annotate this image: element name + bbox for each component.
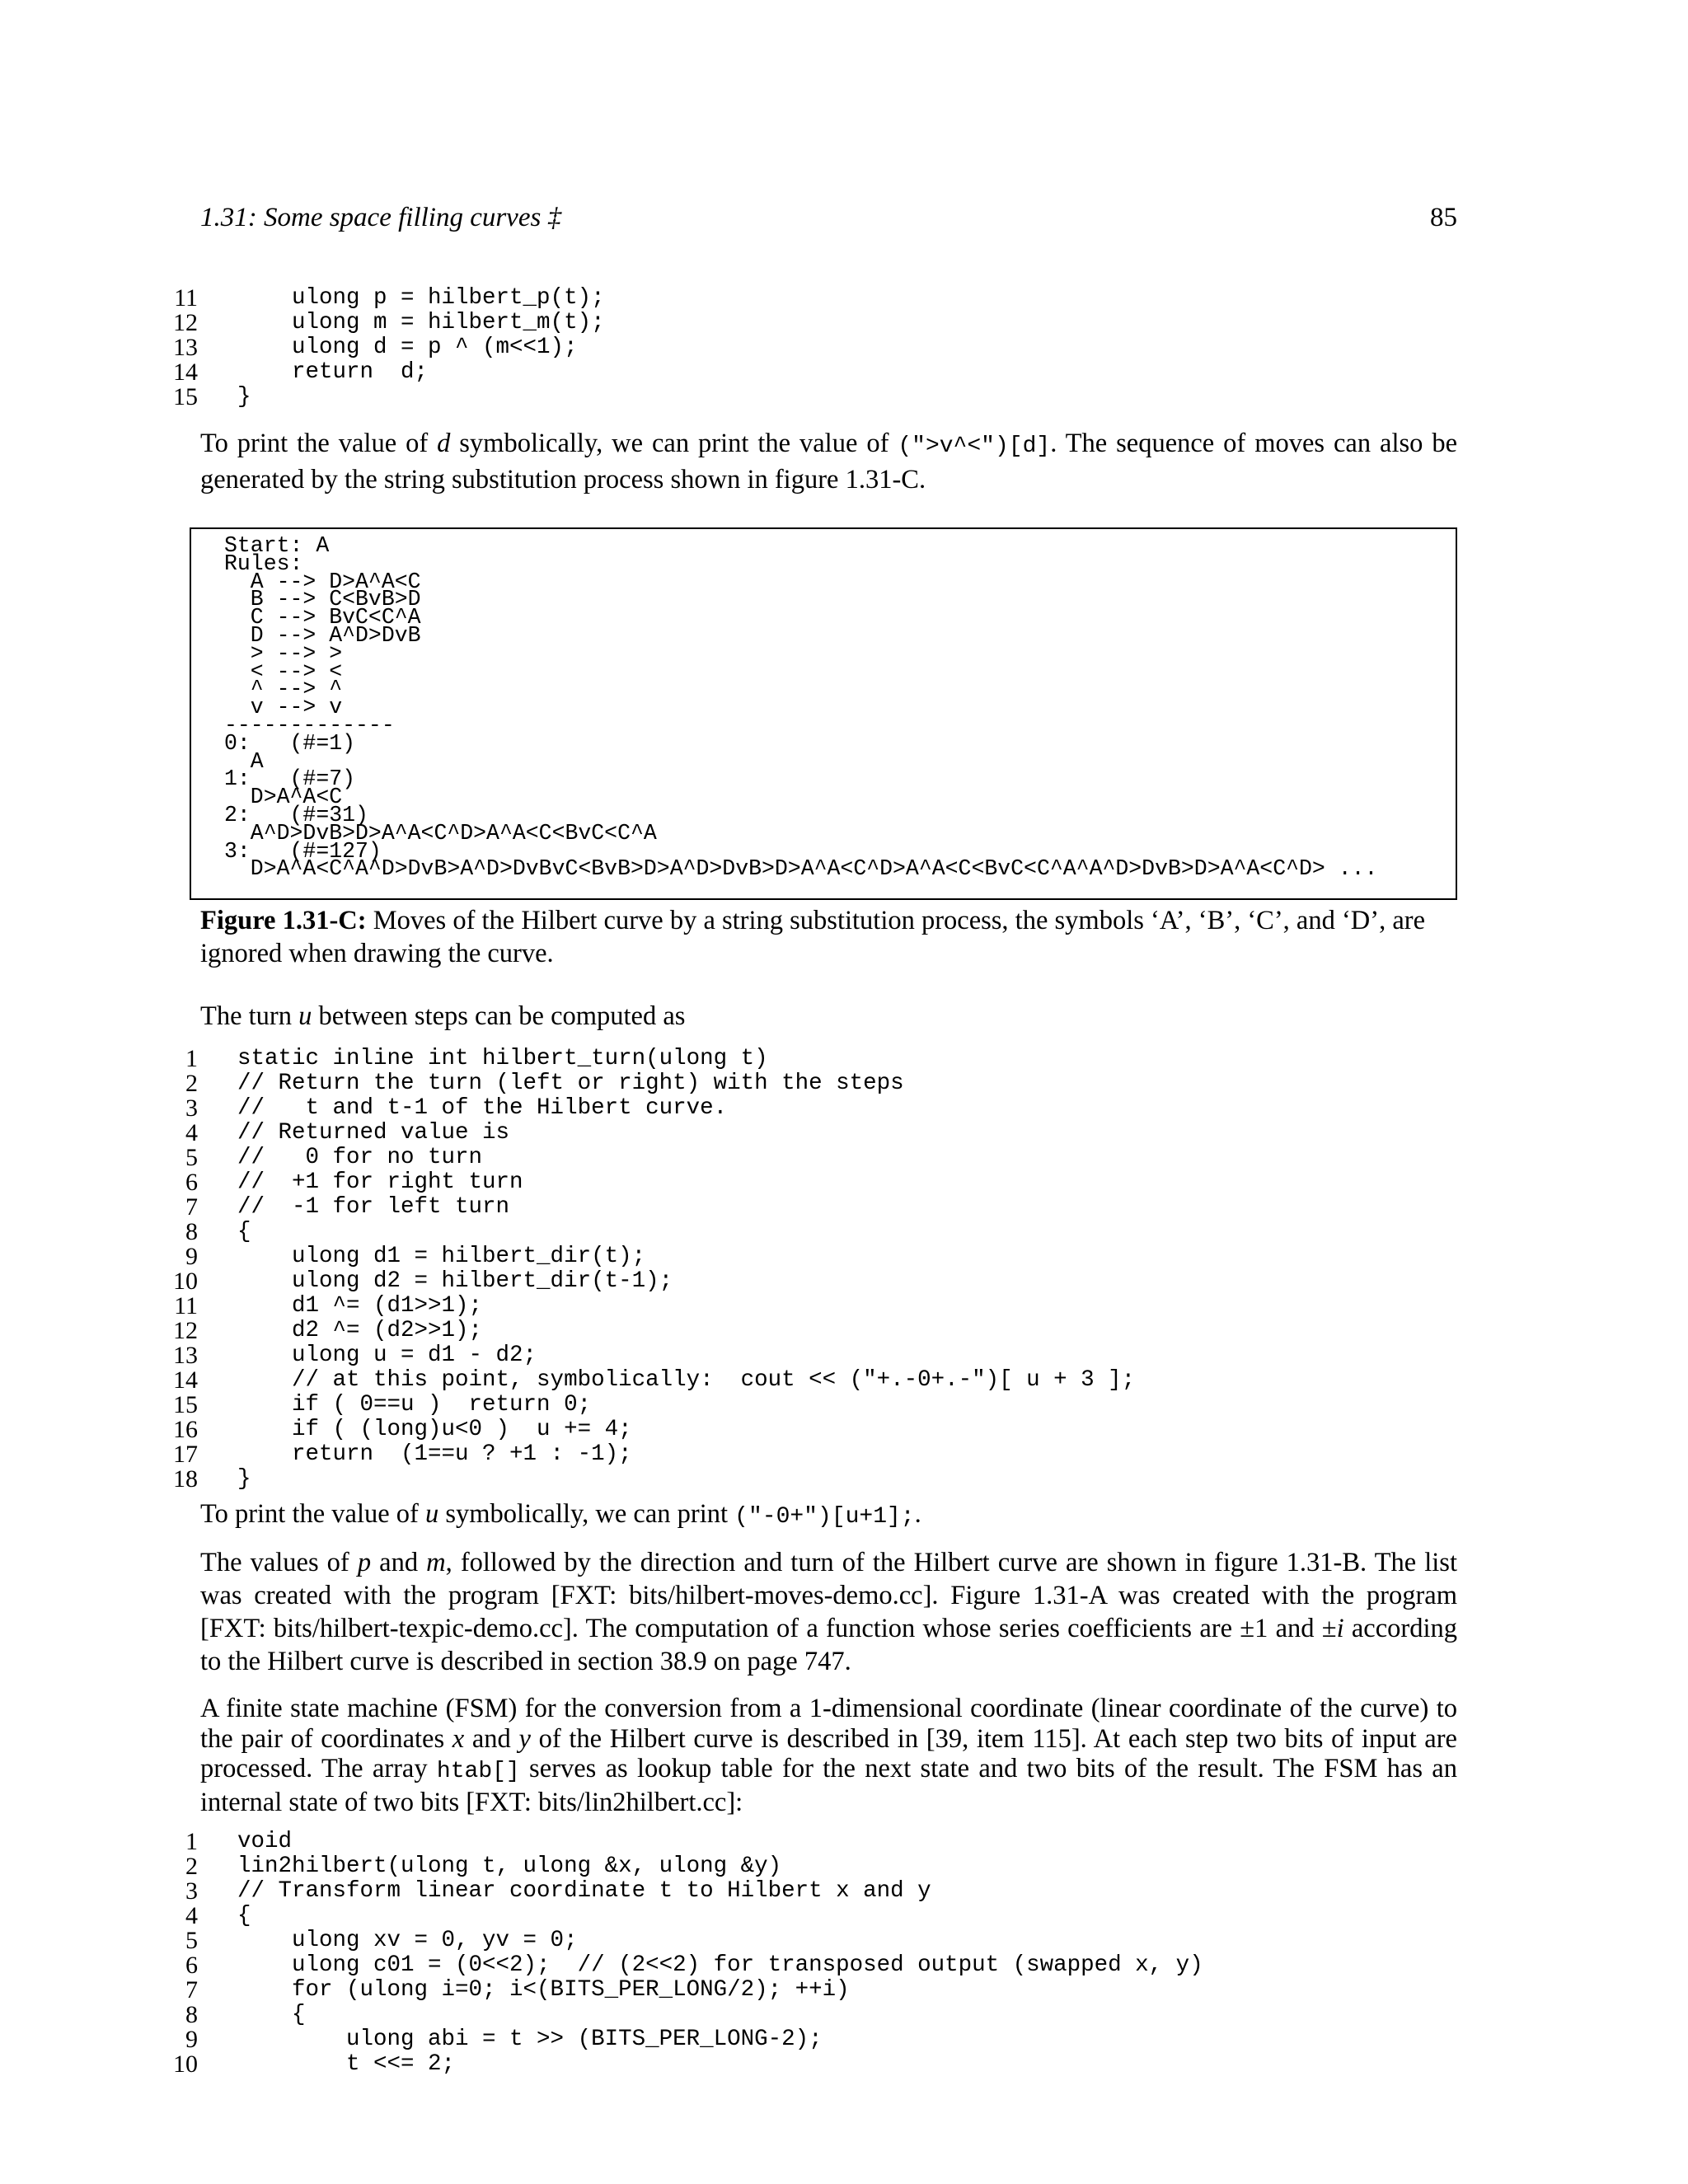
line-number: 10 [173,1268,198,1295]
caption-label: Figure 1.31-C: [200,906,367,935]
code-text: lin2hilbert(ulong t, ulong &x, ulong &y) [237,1854,782,1879]
figure-line: ------------- [224,712,395,738]
code-text: ulong abi = t >> (BITS_PER_LONG-2); [237,2027,823,2052]
figure-line: 0: (#=1) [224,730,356,756]
figure-line: v --> v [224,695,343,720]
code-text: // 0 for no turn [237,1145,483,1170]
line-number: 6 [185,1952,198,1979]
code-text: // Return the turn (left or right) with the steps [237,1071,904,1096]
code-text: ulong c01 = (0<<2); // (2<<2) for transposed output (swapped x, y) [237,1952,1203,1978]
text-run: , followed by the direction and turn of the Hilbert curve are shown in figure 1.31-B. The list was created with the program [FXT: bits/hilbert-moves-demo.cc]. Figure 1.31-A was created with the program [FXT: bits/hilbert-texpic-demo.cc]. The computation of a function whose series coefficients are ±1 and ± [200,1548,1457,1643]
code-text: // +1 for right turn [237,1169,523,1195]
line-number: 12 [173,1317,198,1344]
figure-line: < --> < [224,658,343,684]
paragraph-fsm [200,1694,1457,1817]
text-run: and [464,1723,519,1754]
code-text: ulong xv = 0, yv = 0; [237,1928,578,1953]
math-variable: x [452,1723,465,1754]
line-number: 15 [173,1391,198,1418]
line-number: 4 [185,1902,198,1929]
code-text: // Transform linear coordinate t to Hilbert x and y [237,1878,931,1904]
inline-code: htab[] [436,1759,520,1784]
figure-box-string-substitution [190,527,1457,900]
figure-line: Rules: [224,551,303,576]
line-number: 9 [185,1243,198,1270]
code-text: } [237,1466,251,1492]
code-text: ulong p = hilbert_p(t); [237,285,605,311]
line-number: 15 [173,383,198,410]
line-number: 3 [185,1877,198,1905]
code-text: // at this point, symbolically: cout << ("+.-0+.-")[ u + 3 ]; [237,1367,1136,1393]
text-run: symbolically, we can print [438,1499,735,1529]
figure-line: ^ --> ^ [224,677,343,702]
figure-line: B --> C<BvB>D [224,587,421,612]
figure-line: D --> A^D>DvB [224,622,421,648]
text-run: . The sequence of moves can also be generated by the string substitution process shown in figure 1.31-C. [200,429,1458,494]
math-variable: p [357,1548,372,1577]
line-number: 2 [185,1070,198,1097]
math-variable: d [437,429,451,458]
line-number: 6 [185,1169,198,1196]
line-number: 13 [173,334,198,361]
running-head [200,203,1457,241]
code-text: if ( 0==u ) return 0; [237,1392,592,1418]
line-number: 8 [185,1218,198,1245]
paragraph-print-u [200,1497,1457,1534]
caption-text: Moves of the Hilbert curve by a string substitution process, the symbols ‘A’, ‘B’, ‘C’, and ‘D’, are ignored when drawing the curve. [200,906,1425,968]
code-text: ulong u = d1 - d2; [237,1343,537,1368]
line-number: 11 [174,284,198,312]
code-text: ulong d1 = hilbert_dir(t); [237,1244,646,1269]
line-number: 4 [185,1119,198,1146]
text-run: The values of [200,1548,358,1577]
text-run: A finite state machine (FSM) for the conversion from a 1-dimensional coordinate (linear coordinate of the curve) to the pair of coordinates [200,1694,1457,1754]
paragraph-values [200,1546,1457,1678]
line-number: 1 [185,1045,198,1072]
line-number: 5 [185,1927,198,1954]
line-number: 2 [185,1853,198,1880]
line-number: 7 [185,1976,198,2004]
line-number: 14 [173,359,198,386]
line-number: 10 [173,2050,198,2078]
section-title: 1.31: Some space filling curves ‡ [200,203,562,232]
figure-line: C --> BvC<C^A [224,605,421,630]
code-text: return (1==u ? +1 : -1); [237,1441,632,1467]
line-number: 12 [173,309,198,336]
code-text: { [237,1903,251,1929]
figure-caption [200,904,1457,970]
code-text: t <<= 2; [237,2051,456,2077]
figure-line: 3: (#=127) [224,838,382,864]
text-run: symbolically, we can print the value of [450,429,898,458]
line-number: 3 [185,1094,198,1122]
code-text: void [237,1829,293,1854]
figure-line: D>A^A<C^A^D>DvB>A^D>DvBvC<BvB>D>A^D>DvB>D>A^A<C^D>A^A<C<BvC<C^A^A^D>DvB>D>A^A<C^D> ... [224,856,1378,882]
math-variable: i [1336,1614,1344,1643]
code-text: } [237,384,251,410]
code-text: for (ulong i=0; i<(BITS_PER_LONG/2); ++i) [237,1977,850,2003]
code-text: ulong m = hilbert_m(t); [237,310,605,335]
code-text: // t and t-1 of the Hilbert curve. [237,1095,728,1121]
paragraph-turn [200,1000,1457,1033]
line-number: 17 [173,1441,198,1468]
figure-line: 1: (#=7) [224,766,356,792]
math-variable: u [425,1499,439,1529]
code-text: d1 ^= (d1>>1); [237,1293,483,1319]
line-number: 5 [185,1144,198,1171]
inline-code: ("-0+")[u+1]; [734,1504,915,1530]
code-text: return d; [237,359,429,385]
text-run: and [371,1548,427,1577]
text-run: between steps can be computed as [312,1001,686,1031]
text-run: of the Hilbert curve is described in [39, item 115]. At each step two bits of input are processed. The array [200,1723,1457,1783]
text-run: The turn [200,1001,299,1031]
line-number: 7 [185,1193,198,1221]
text-run: . [914,1499,921,1529]
line-number: 13 [173,1342,198,1369]
text-run: To print the value of [200,429,438,458]
line-number: 16 [173,1416,198,1443]
figure-line: A --> D>A^A<C [224,569,421,594]
figure-line: A^D>DvB>D>A^A<C^D>A^A<C<BvC<C^A [224,820,657,846]
page-number: 85 [1430,203,1457,232]
math-variable: u [298,1001,312,1031]
line-number: 18 [173,1465,198,1493]
code-text: ulong d = p ^ (m<<1); [237,335,578,360]
code-text: { [237,1219,251,1244]
figure-line: A [224,748,264,774]
figure-listing [224,533,1378,882]
figure-line: 2: (#=31) [224,802,368,827]
paragraph-print-d [200,427,1457,496]
code-text: // Returned value is [237,1120,510,1146]
line-number: 9 [185,2026,198,2053]
code-text: if ( (long)u<0 ) u += 4; [237,1417,632,1442]
inline-code: (">v^<")[d] [898,434,1051,459]
code-text: ulong d2 = hilbert_dir(t-1); [237,1268,673,1294]
line-number: 1 [185,1828,198,1855]
text-run: To print the value of [200,1499,425,1529]
text-run: according to the Hilbert curve is described in section 38.9 on page 747. [200,1614,1457,1676]
figure-line: > --> > [224,640,343,666]
code-text: d2 ^= (d2>>1); [237,1318,483,1343]
code-text: static inline int hilbert_turn(ulong t) [237,1046,768,1071]
line-number: 8 [185,2001,198,2028]
figure-line: Start: A [224,533,330,558]
math-variable: y [518,1723,531,1754]
code-text: { [237,2002,306,2027]
line-number: 11 [174,1292,198,1319]
text-run: serves as lookup table for the next state and two bits of the result. The FSM has an internal state of two bits [FXT: bits/lin2hilbert.cc]: [200,1754,1457,1817]
math-variable: m [426,1548,446,1577]
code-text: // -1 for left turn [237,1194,510,1220]
figure-line: D>A^A<C [224,785,343,810]
line-number: 14 [173,1366,198,1394]
